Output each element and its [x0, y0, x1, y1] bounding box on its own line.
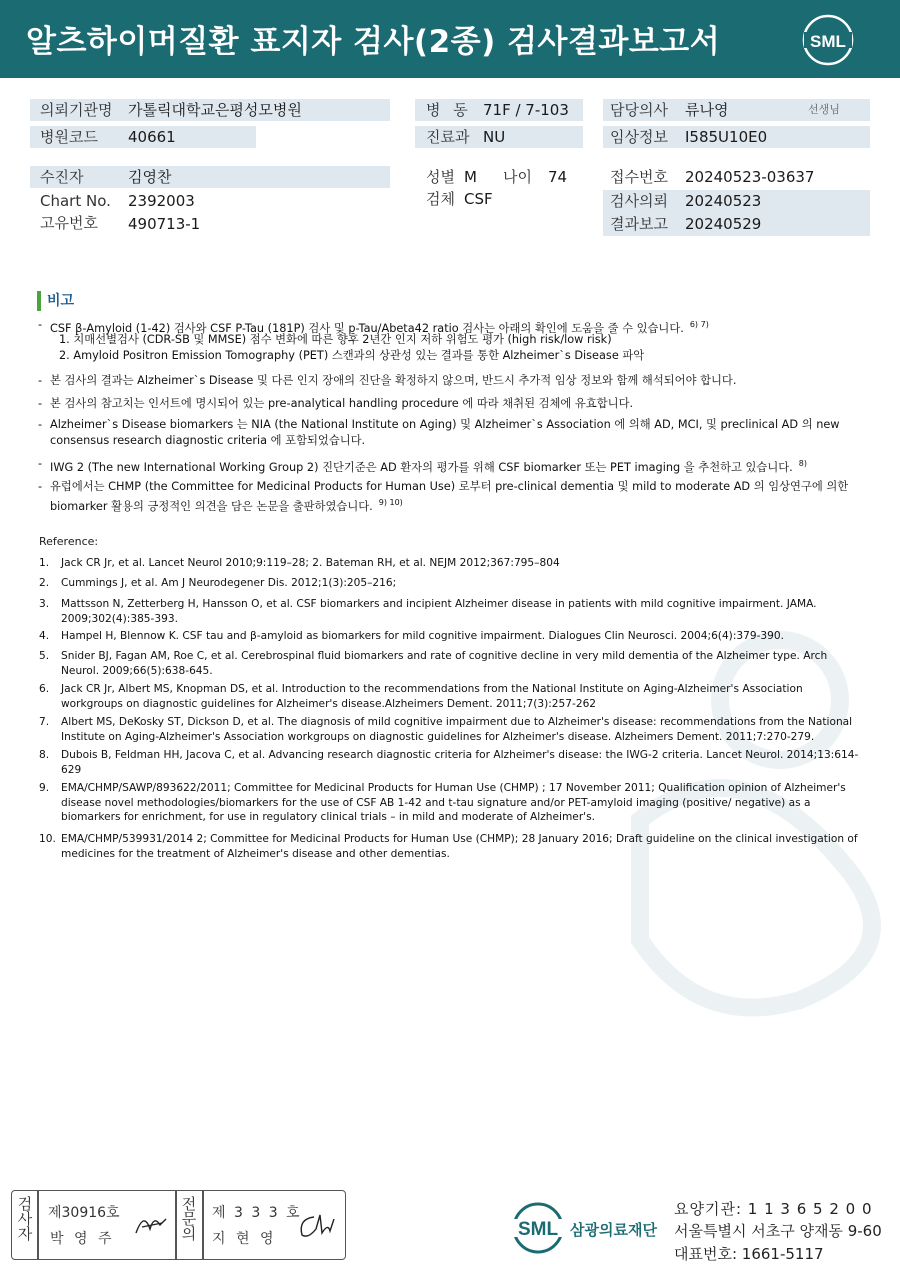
sml-logo-text: SML: [810, 32, 846, 51]
report-date-value: 20240529: [685, 215, 762, 233]
ward-value: 71F / 7-103: [483, 101, 569, 119]
company-phone: 대표번호: 1661-5117: [674, 1245, 824, 1263]
hospital-code-label: 병원코드: [40, 128, 98, 146]
remarks-section-title: 비고: [37, 291, 74, 311]
sex-label: 성별: [426, 168, 455, 186]
examiner-vertical-label: 검사자: [17, 1195, 33, 1243]
doctor-title: 선생님: [808, 103, 840, 116]
clinical-info-label: 임상정보: [610, 128, 668, 146]
unique-no-value: 490713-1: [128, 215, 201, 233]
clinical-info-value: I585U10E0: [685, 128, 768, 146]
doctor-value: 류나영: [685, 101, 729, 119]
doctor-label: 담당의사: [610, 101, 668, 119]
specialist-license: 제 3 3 3 호: [212, 1205, 302, 1221]
report-title: 알츠하이머질환 표지자 검사(2종) 검사결과보고서: [26, 24, 721, 60]
report-date-label: 결과보고: [610, 215, 668, 233]
field-bg: [30, 166, 390, 188]
department-value: NU: [483, 128, 506, 146]
request-date-label: 검사의뢰: [610, 192, 668, 210]
receipt-label: 접수번호: [610, 168, 668, 186]
report-header: [0, 0, 900, 78]
specialist-vertical-label: 전문의: [181, 1195, 197, 1243]
chart-no-value: 2392003: [128, 192, 195, 210]
specimen-label: 검체: [426, 190, 455, 208]
unique-no-label: 고유번호: [40, 214, 98, 232]
references-title: Reference:: [39, 535, 99, 548]
age-value: 74: [548, 168, 568, 186]
department-label: 진료과: [426, 128, 470, 146]
divider: [175, 1191, 177, 1259]
footer-logo-text: SML: [517, 1219, 559, 1240]
signature-stamp: [11, 1190, 346, 1260]
hospital-code-value: 40661: [128, 128, 176, 146]
patient-value: 김영찬: [128, 168, 172, 186]
specialist-name: 지 현 영: [212, 1231, 277, 1247]
footer-sml-logo-icon: [510, 1200, 566, 1260]
divider: [37, 1191, 39, 1259]
company-address: 서울특별시 서초구 양재동 9-60: [674, 1222, 882, 1240]
requesting-institution-value: 가톨릭대학교은평성모병원: [128, 101, 302, 119]
sml-logo-icon: [800, 12, 856, 72]
specimen-value: CSF: [464, 190, 493, 208]
examiner-license: 제30916호: [48, 1205, 120, 1221]
requesting-institution-label: 의뢰기관명: [40, 101, 113, 119]
institution-code: 요양기관: 1 1 3 6 5 2 0 0: [674, 1200, 873, 1218]
patient-label: 수진자: [40, 168, 84, 186]
specialist-signature-icon: [294, 1209, 338, 1247]
examiner-name: 박 영 주: [50, 1231, 115, 1247]
sex-value: M: [464, 168, 477, 186]
examiner-signature-icon: [132, 1207, 172, 1245]
chart-no-label: Chart No.: [40, 192, 111, 210]
divider: [202, 1191, 204, 1259]
receipt-value: 20240523-03637: [685, 168, 815, 186]
ward-label: 병 동: [426, 101, 472, 119]
age-label: 나이: [503, 168, 532, 186]
company-name: 삼광의료재단: [570, 1221, 657, 1239]
request-date-value: 20240523: [685, 192, 762, 210]
